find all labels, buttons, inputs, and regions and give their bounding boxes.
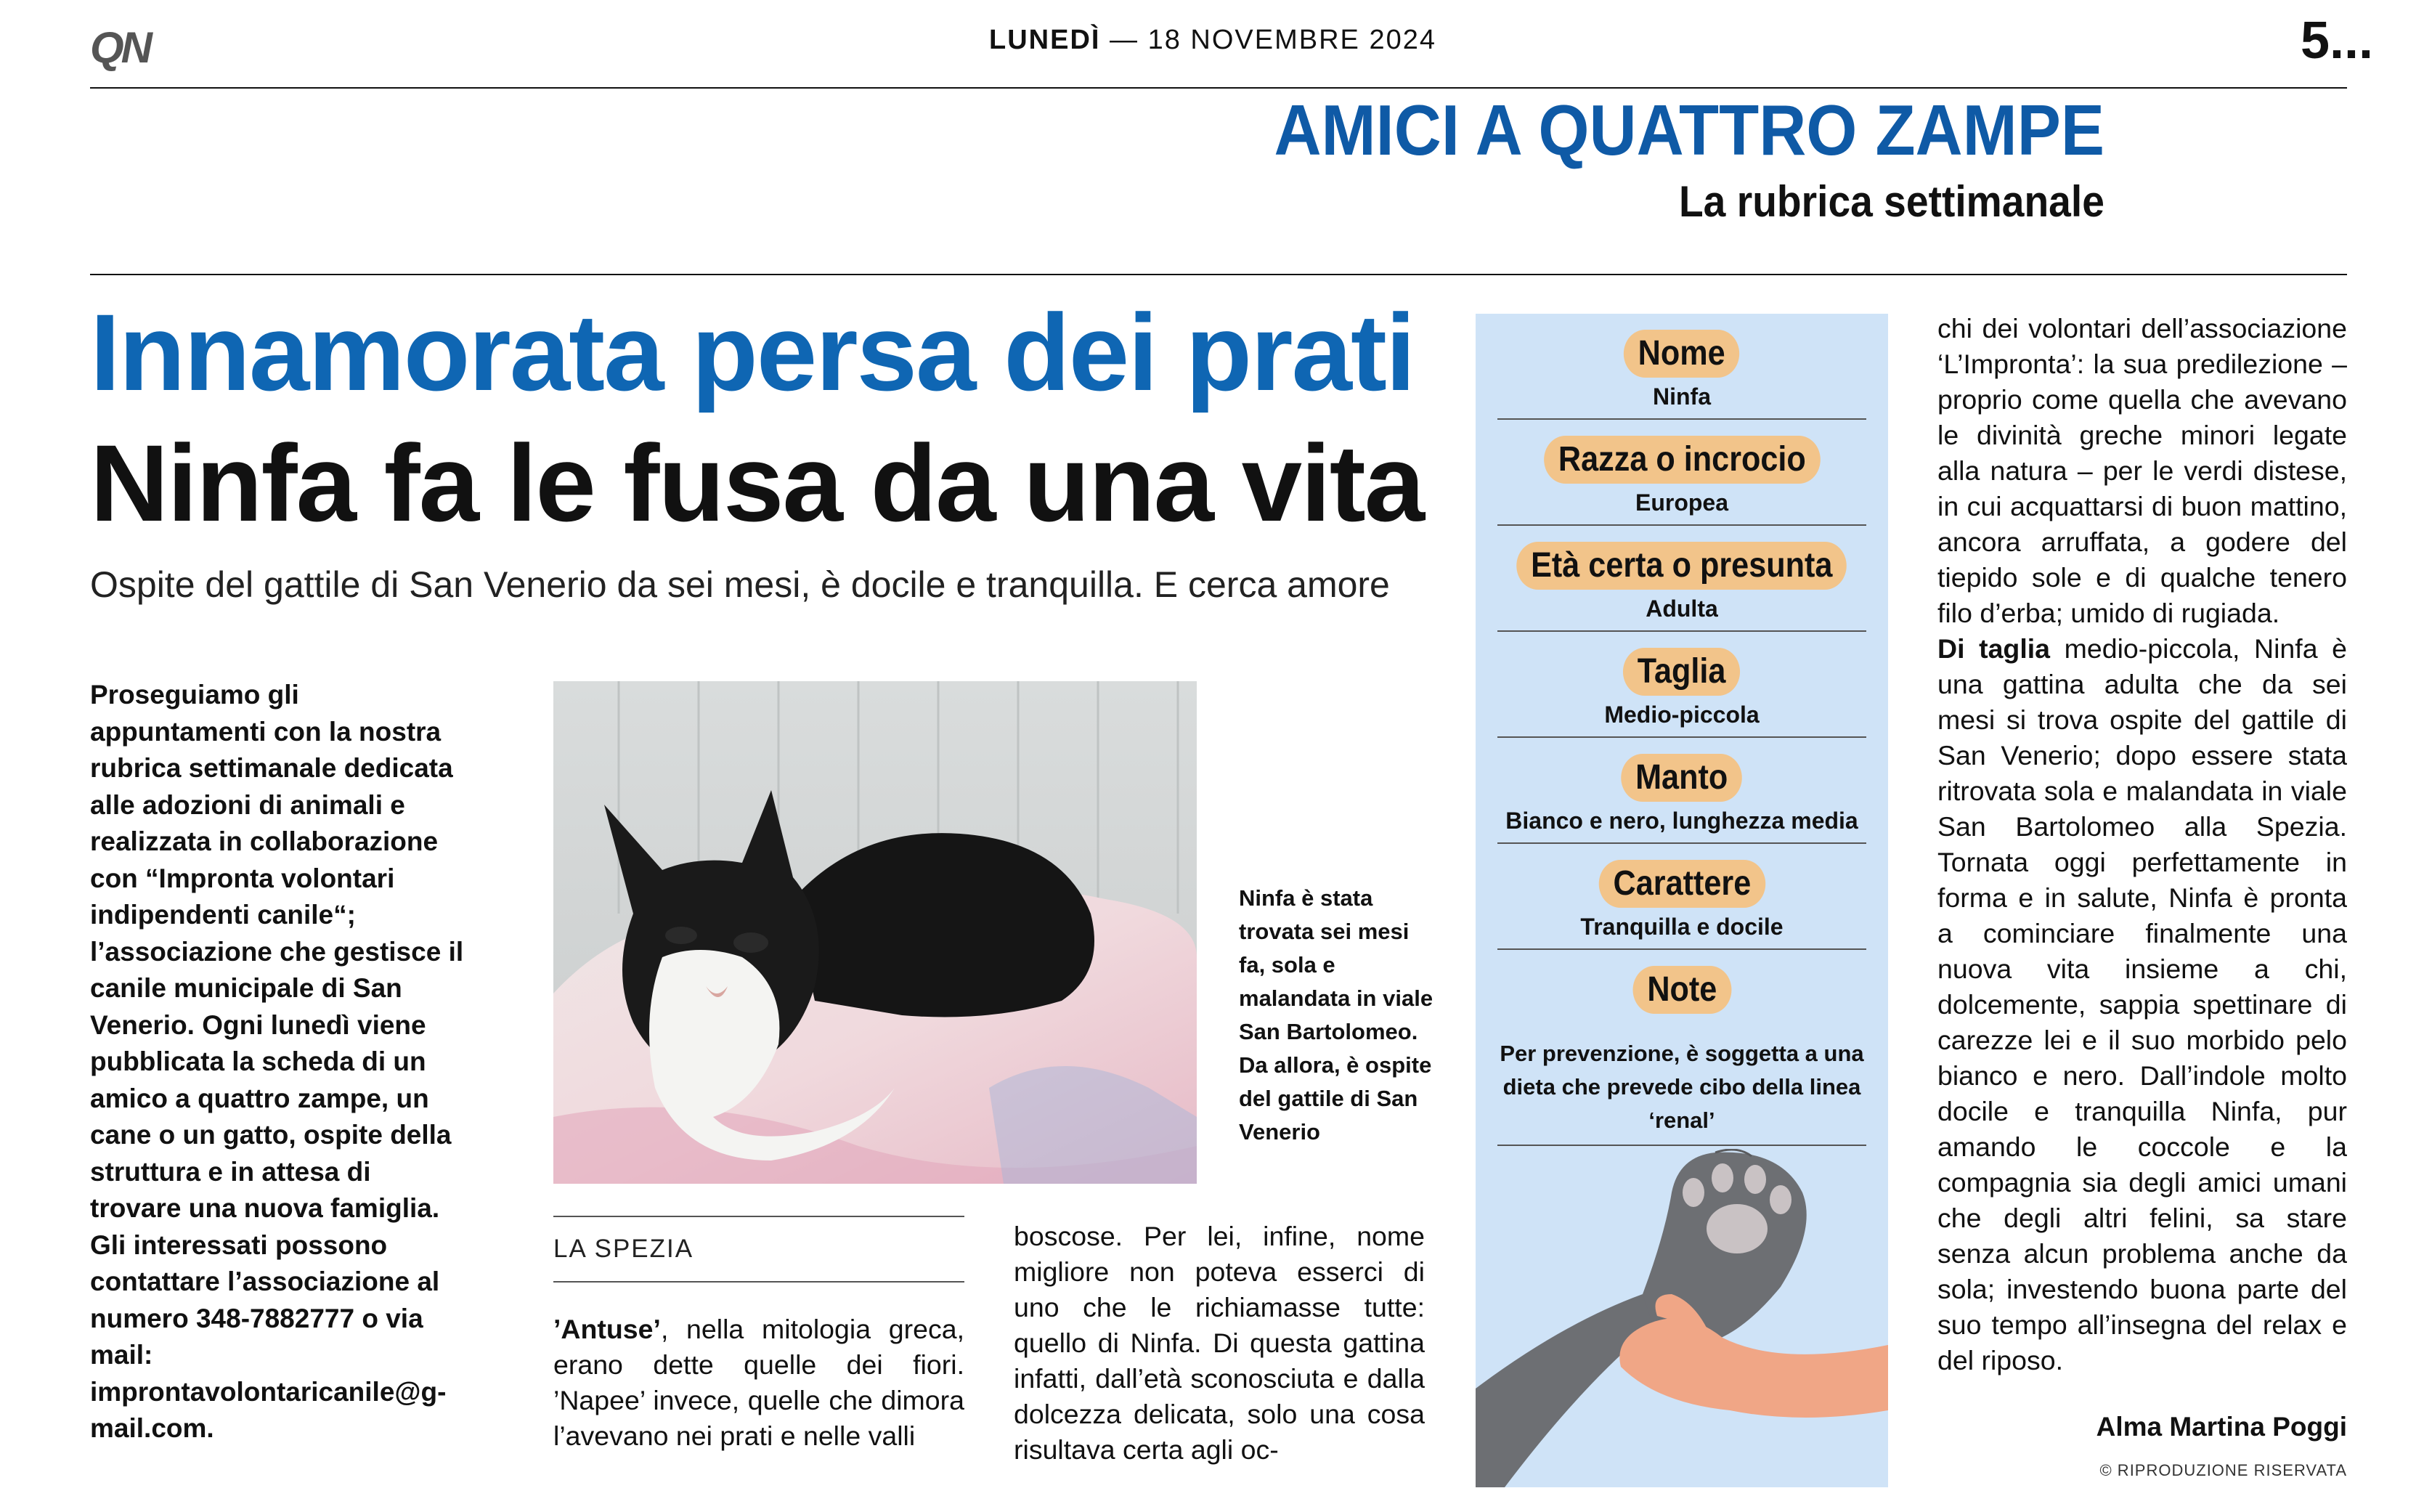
article-column-3-p1: chi dei volontari dell’associazione ‘L’Impronta’: la sua predilezione – proprio come quella che avevano le divinità greche minori legate alla natura – per le verdi distese, in cui acquattarsi di buon mattino, ancora arruffata, a godere del tiepido sole e di qualche tenero filo d’erba; umido di rugiada. xyxy=(1937,313,2347,628)
section-title: AMICI A QUATTRO ZAMPE xyxy=(1274,90,2104,170)
date: 18 NOVEMBRE 2024 xyxy=(1147,25,1436,55)
copyright: © RIPRODUZIONE RISERVATA xyxy=(2099,1461,2347,1479)
field-nome xyxy=(1497,330,1866,420)
photo-caption: Ninfa è stata trovata sei mesi fa, sola e malandata in viale San Bartolomeo. Da allora, è ospite del gattile di San Venerio xyxy=(1239,885,1433,1145)
day: LUNEDÌ xyxy=(989,25,1101,55)
field-value: Per prevenzione, è soggetta a una dieta che prevede cibo della linea ‘renal’ xyxy=(1500,1041,1864,1133)
field-manto xyxy=(1497,754,1866,844)
paw-hand-illustration xyxy=(1476,1149,1888,1487)
intro-text: Proseguiamo gli appuntamenti con la nostra rubrica settimanale dedicata alle adozioni di animali e realizzata in collaborazione con “Impronta volontari indipendenti canile“; l’associazione che gestisce il canile municipale di San Venerio. Ogni lunedì viene pubblicata la scheda di un amico a quattro zampe, un cane o un gatto, ospite della struttura e in attesa di trovare una nuova famiglia. Gli interessati possono contattare l’associazione al numero 348-7882777 o via mail: improntavolontaricanile@g-mail.com. xyxy=(90,680,464,1443)
article-column-3-lead: Di taglia xyxy=(1937,633,2051,664)
article-column-1-text: , nella mitologia greca, erano dette quelle dei fiori. ’Napee’ invece, quelle che dimora l’avevano nei prati e nelle valli xyxy=(553,1314,964,1451)
headline-line1: Innamorata persa dei prati xyxy=(90,291,1415,413)
headline-line2: Ninfa fa le fusa da una vita xyxy=(90,422,1424,544)
article-lead: ’Antuse’ xyxy=(553,1314,661,1344)
deck: Ospite del gattile di San Venerio da sei mesi, è docile e tranquilla. E cerca amore xyxy=(90,564,1390,605)
field-label: Taglia xyxy=(1623,648,1740,696)
field-razza xyxy=(1497,436,1866,526)
field-label: Note xyxy=(1632,966,1731,1014)
field-value: Bianco e nero, lunghezza media xyxy=(1505,808,1858,834)
field-divider xyxy=(1497,1145,1866,1146)
field-value: Europea xyxy=(1635,489,1729,516)
article-column-3 xyxy=(1937,311,2347,1378)
field-value: Ninfa xyxy=(1653,383,1711,410)
top-rule xyxy=(90,87,2347,89)
cat-photo-illustration xyxy=(553,681,1197,1184)
field-divider xyxy=(1497,418,1866,420)
field-divider xyxy=(1497,948,1866,950)
field-carattere xyxy=(1497,860,1866,950)
section-subtitle: La rubrica settimanale xyxy=(1679,177,2104,226)
field-value: Medio-piccola xyxy=(1604,702,1760,728)
byline: Alma Martina Poggi xyxy=(2096,1412,2347,1442)
pet-profile-sidebar xyxy=(1476,314,1888,1487)
dateline-rule-bottom xyxy=(553,1281,964,1283)
field-divider xyxy=(1497,736,1866,738)
article-column-2: boscose. Per lei, infine, nome migliore non poteva esserci di uno che le richiamasse tutte: quello di Ninfa. Di questa gattina infatti, dall’età sconosciuta e dalla dolcezza delicata, solo una cosa risultava certa agli oc- xyxy=(1014,1221,1425,1465)
dateline-rule-top xyxy=(553,1216,964,1217)
section-rule xyxy=(90,274,2347,275)
field-value: Adulta xyxy=(1646,596,1718,622)
field-label: Nome xyxy=(1624,330,1740,378)
field-note xyxy=(1497,966,1866,1146)
field-taglia xyxy=(1497,648,1866,738)
field-eta xyxy=(1497,542,1866,632)
field-label: Età certa o presunta xyxy=(1517,542,1847,590)
article-column-3-p2: medio-piccola, Ninfa è una gattina adulta che da sei mesi si trova ospite del gattile di San Venerio; dopo essere stata ritrovata sola e malandata in viale San Bartolomeo alla Spezia. Tornata oggi perfettamente in forma e in salute, Ninfa è pronta a cominciare finalmente una nuova vita insieme a chi, dolcemente, sappia spettinare di carezze lei e il suo morbido pelo bianco e nero. Dall’indole molto docile e tranquilla Ninfa, pur amando le coccole e la compagnia sia degli amici umani che degli altri felini, sa stare senza alcun problema anche da sola; investendo buona parte del suo tempo all’insegna del relax e del riposo. xyxy=(1937,633,2347,1375)
field-label: Manto xyxy=(1622,754,1743,802)
article-column-1 xyxy=(553,1312,964,1454)
cat-photo xyxy=(553,681,1197,1184)
field-divider xyxy=(1497,842,1866,844)
article-dateline: LA SPEZIA xyxy=(553,1235,694,1263)
field-label: Razza o incrocio xyxy=(1544,436,1820,484)
field-divider xyxy=(1497,630,1866,632)
svg-text:QN: QN xyxy=(90,25,150,71)
field-divider xyxy=(1497,524,1866,526)
qn-logo xyxy=(90,25,186,71)
field-label: Carattere xyxy=(1598,860,1765,908)
dateline: LUNEDÌ — 18 NOVEMBRE 2024 xyxy=(989,25,1436,55)
page-number: 5... xyxy=(2300,12,2373,70)
field-value: Tranquilla e docile xyxy=(1580,914,1784,940)
